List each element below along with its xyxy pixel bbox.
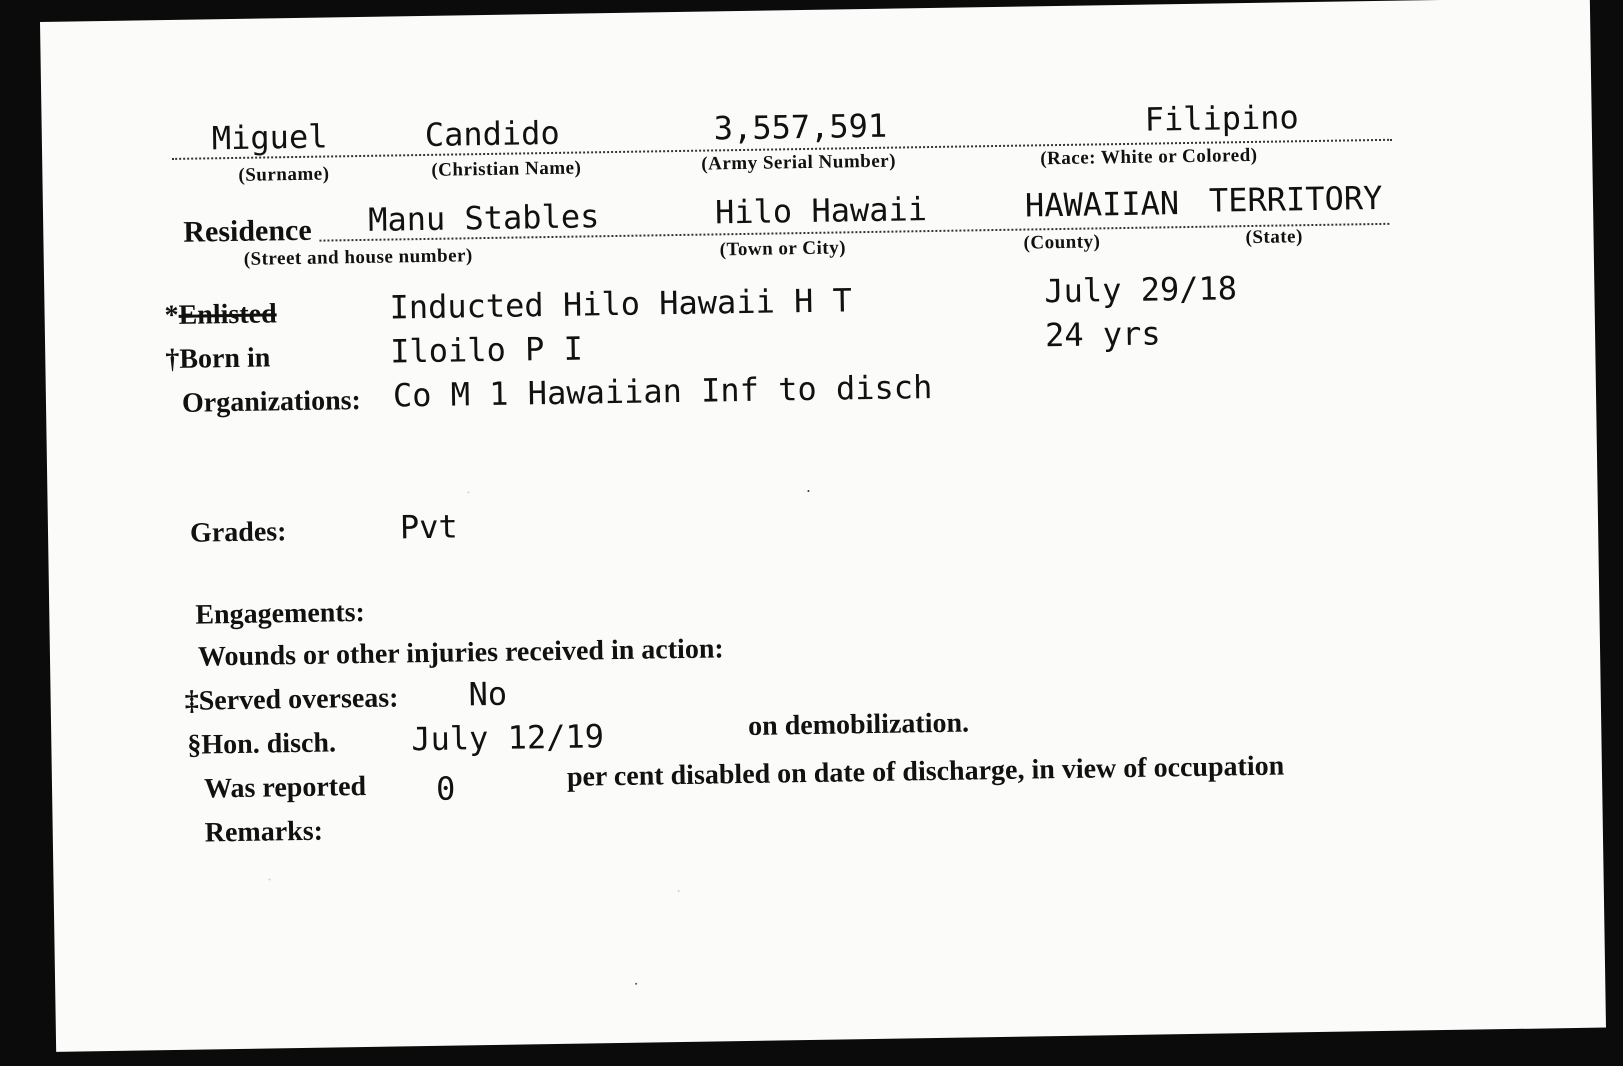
- enlisted-label: [164, 298, 277, 332]
- grades-value: Pvt: [399, 507, 459, 547]
- was-reported-label: Was reported: [203, 770, 367, 805]
- organizations-value: Co M 1 Hawaiian Inf to disch: [392, 368, 933, 415]
- street-caption: (Street and house number): [243, 245, 473, 270]
- enlisted-marker: *: [164, 299, 179, 332]
- hon-disch-label: §Hon. disch.: [187, 727, 337, 761]
- disability-value: 0: [435, 769, 456, 808]
- enlisted-label-text: Enlisted: [178, 298, 277, 331]
- town-value: Hilo Hawaii: [714, 190, 928, 232]
- born-value: Iloilo P I: [389, 329, 584, 371]
- race-value: Filipino: [1144, 98, 1300, 139]
- state-caption: (State): [1245, 226, 1304, 249]
- disability-suffix: per cent disabled on date of discharge, in view of occupation: [566, 750, 1285, 793]
- scan-speck: [635, 983, 637, 985]
- county-caption: (County): [1023, 231, 1101, 254]
- born-label: †Born in: [165, 342, 271, 376]
- race-caption: (Race: White or Colored): [1040, 144, 1258, 170]
- grades-label: Grades:: [189, 516, 287, 549]
- enlisted-value: Inducted Hilo Hawaii H T: [389, 281, 853, 327]
- christian-name-caption: (Christian Name): [431, 157, 582, 181]
- town-caption: (Town or City): [719, 237, 847, 261]
- state-value: TERRITORY: [1208, 178, 1383, 220]
- residence-label: Residence: [183, 213, 312, 249]
- remarks-label: Remarks:: [204, 815, 324, 849]
- surname-caption: (Surname): [238, 163, 330, 186]
- served-overseas-value: No: [468, 674, 508, 714]
- army-serial-caption: (Army Serial Number): [701, 150, 897, 175]
- scan-speck: [807, 490, 809, 492]
- wounds-label: Wounds or other injuries received in action:: [197, 633, 724, 673]
- county-value: HAWAIIAN: [1024, 184, 1180, 225]
- engagements-label: Engagements:: [195, 596, 366, 631]
- christian-name-value: Candido: [424, 113, 560, 154]
- served-overseas-label: ‡Served overseas:: [184, 682, 399, 717]
- scan-speck: [467, 491, 469, 493]
- scan-speck: [678, 890, 680, 892]
- scan-speck: [268, 878, 270, 880]
- enlisted-date: July 29/18: [1044, 269, 1238, 311]
- service-record-card: [40, 0, 1606, 1052]
- age-value: 24 yrs: [1044, 314, 1161, 355]
- army-serial-value: 3,557,591: [713, 106, 888, 148]
- organizations-label: Organizations:: [181, 385, 362, 419]
- surname-value: Miguel: [211, 117, 328, 158]
- hon-disch-reason: on demobilization.: [747, 707, 970, 742]
- hon-disch-date: July 12/19: [411, 717, 605, 759]
- street-value: Manu Stables: [367, 197, 600, 239]
